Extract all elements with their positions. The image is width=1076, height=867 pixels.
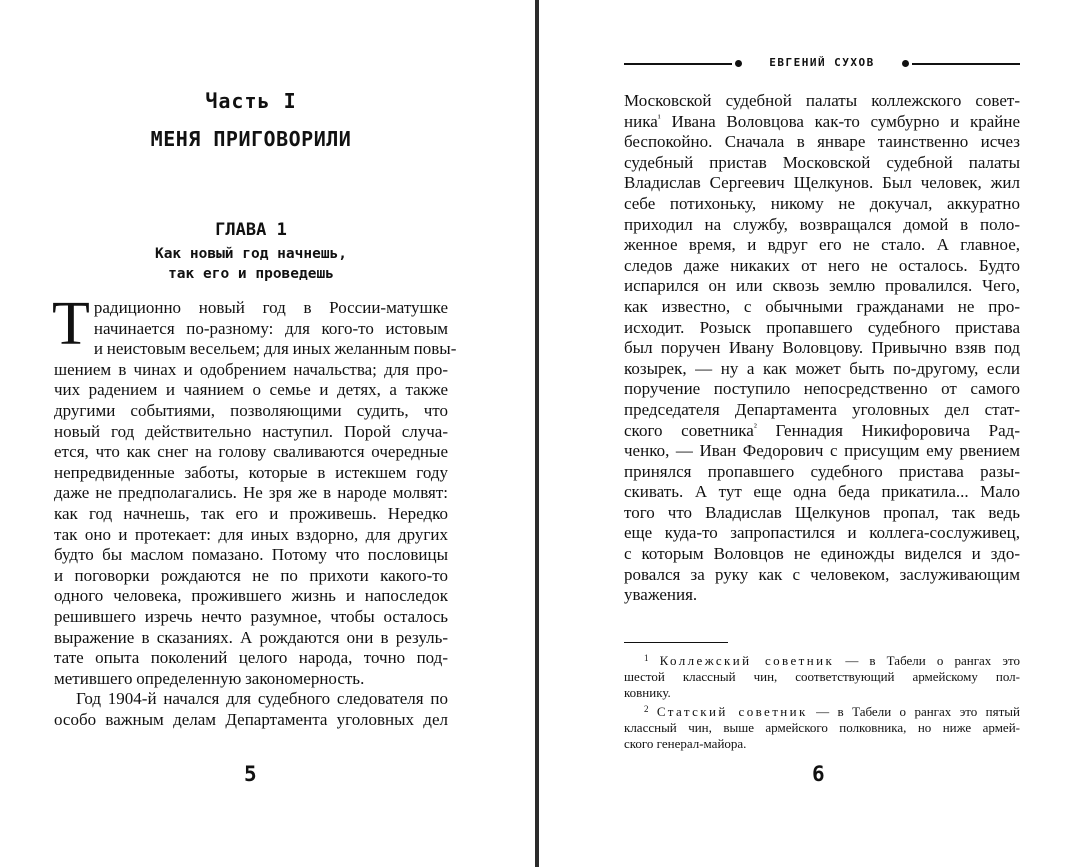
- text-line: исходит. Розыск пропавшего судебного пристава: [624, 317, 1020, 337]
- footnotes: [624, 650, 1020, 752]
- text-line: уважения.: [624, 585, 698, 605]
- footnote-term: Коллежский советник: [659, 653, 835, 668]
- left-page: [0, 0, 536, 867]
- text-line: начинается по-разному: для кого-то истовым: [93, 318, 448, 338]
- text-line: тате опыта поколений целого народа, точно под-: [54, 648, 448, 668]
- text-line: радиционно новый год в России-матушке: [93, 298, 448, 317]
- text-line: решившего изречь нечто разумное, чтобы осталось: [54, 606, 448, 626]
- text-line: метившего определенную закономерность.: [54, 668, 365, 688]
- text-line: козырек, — ну а как может быть по-другому, если: [624, 358, 1020, 378]
- running-head-rule: [912, 63, 1020, 65]
- footnote-text: ского генерал-майора.: [624, 736, 747, 751]
- footnote-term: Статский советник: [656, 704, 808, 719]
- text-line: как год начнешь, так его и проживешь. Нередко: [54, 503, 448, 523]
- text-line: того что Владислав Щелкунов пропал, так ведь: [624, 502, 1020, 522]
- part-number: Часть I: [205, 89, 297, 113]
- text-line: и поговорки рождаются не по прихоти какого-то: [54, 565, 448, 585]
- text-line: будто бы маслом помазано. Потому что пословицы: [54, 545, 448, 565]
- text-fragment: Геннадия Никифоровича Рад-: [756, 420, 1020, 440]
- chapter-subtitle-line1: Как новый год начнешь,: [154, 246, 348, 262]
- text-line: даже не предполагались. Не зря же в народе молвят:: [54, 483, 448, 503]
- chapter-number: ГЛАВА 1: [215, 220, 287, 240]
- text-line: [624, 112, 1020, 133]
- text-line: так оно и протекает: для иных вздорно, для других: [54, 524, 448, 544]
- text-line: с которым Воловцов не единожды виделся и здо-: [624, 544, 1020, 564]
- text-line: приходил на службу, возвращался домой в поло-: [624, 214, 1020, 234]
- footnote-text: шестой классный чин, соответствующий армейскому пол-: [624, 669, 1020, 684]
- footnote-1: [624, 650, 1020, 669]
- running-head-rule: [624, 63, 732, 65]
- text-line: ченко, — Иван Федорович с присущим ему рвением: [624, 441, 1020, 461]
- text-line: скивать. А тут еще одна беда прикатила... Мало: [624, 482, 1020, 502]
- text-line: ровался за руку как с человеком, заслуживающим: [624, 564, 1020, 584]
- running-head-author: ЕВГЕНИЙ СУХОВ: [769, 56, 875, 69]
- text-line: испарился он или сквозь землю провалился. Чего,: [624, 276, 1020, 296]
- text-line: был поручен Ивану Воловцову. Привычно взяв под: [624, 338, 1020, 358]
- footnote-text: ковнику.: [624, 685, 671, 700]
- text-line: беспокойно. Сначала в январе таинственно исчез: [624, 132, 1020, 152]
- drop-cap: Т: [52, 290, 90, 358]
- footnote-2: [624, 701, 1020, 720]
- part-title: МЕНЯ ПРИГОВОРИЛИ: [150, 127, 352, 151]
- text-line: [624, 421, 1020, 442]
- text-line: шением в чинах и одобрением начальства; для про-: [54, 359, 448, 379]
- text-fragment: Ивана Воловцова как-то сумбурно и крайне: [660, 111, 1020, 131]
- text-line: еще куда-то запропастился и коллега-сослуживец,: [624, 523, 1020, 543]
- footnote-ref-1[interactable]: ¹: [657, 112, 661, 124]
- footnote-ref-2[interactable]: ²: [753, 421, 757, 433]
- text-line: судебный пристав Московской судебной палаты: [624, 152, 1020, 172]
- text-line: чих радением и чаянием о семье и детях, а также: [54, 380, 448, 400]
- page-number: 6: [812, 762, 825, 786]
- text-line: новый год действительно наступил. Порой случа-: [54, 421, 448, 441]
- text-line: себе потихоньку, никому не докучал, аккуратно: [624, 193, 1020, 213]
- page-number: 5: [244, 762, 257, 786]
- running-head: [624, 56, 1020, 72]
- text-fragment: ского советника: [624, 420, 754, 440]
- right-page: [540, 0, 1076, 867]
- text-line: выражение в сказаниях. А рождаются они в резуль-: [54, 627, 448, 647]
- running-head-dot: [902, 60, 909, 67]
- chapter-subtitle-line2: так его и проведешь: [168, 266, 334, 282]
- text-line: женное время, и вдруг его не стало. А главное,: [624, 235, 1020, 255]
- text-line: непредвиденные заботы, которые в истекшем году: [54, 462, 448, 482]
- footnote-mark: 1: [644, 653, 649, 663]
- text-line: председателя Департамента уголовных дел стат-: [624, 399, 1020, 419]
- text-line: Год 1904-й начался для судебного следователя по: [76, 689, 448, 709]
- left-body-text: [52, 290, 457, 730]
- book-spine: [535, 0, 539, 867]
- text-line: Московской судебной палаты коллежского совет-: [624, 91, 1020, 110]
- text-line: ется, что как снег на голову сваливаются очередные: [54, 442, 448, 462]
- text-line: Владислав Сергеевич Щелкунов. Был человек, жил: [624, 173, 1020, 193]
- footnote-rule: [624, 642, 728, 643]
- text-line: и неистовым весельем; для иных желанным повы-: [93, 339, 457, 359]
- text-fragment: ника: [624, 111, 658, 131]
- text-line: особо важным делам Департамента уголовных дел: [54, 709, 448, 729]
- right-body-text: [624, 91, 1020, 606]
- text-line: другими событиями, позволяющими судить, что: [54, 400, 448, 420]
- text-line: как известно, с обычными гражданами не про-: [624, 296, 1020, 316]
- text-line: следов даже никаких от него не осталось. Будто: [624, 255, 1020, 275]
- text-line: принялся пропавшего судебного пристава разы-: [624, 461, 1020, 481]
- running-head-dot: [735, 60, 742, 67]
- footnote-mark: 2: [644, 704, 649, 714]
- footnote-text: — в Табели о рангах это пятый: [807, 704, 1020, 719]
- text-line: одного человека, прожившего жизнь и напоследок: [54, 586, 448, 606]
- footnote-text: классный чин, выше армейского полковника, но ниже армей-: [624, 720, 1020, 735]
- text-line: поручение поступило непосредственно от самого: [624, 379, 1020, 399]
- footnote-text: — в Табели о рангах это: [834, 653, 1020, 668]
